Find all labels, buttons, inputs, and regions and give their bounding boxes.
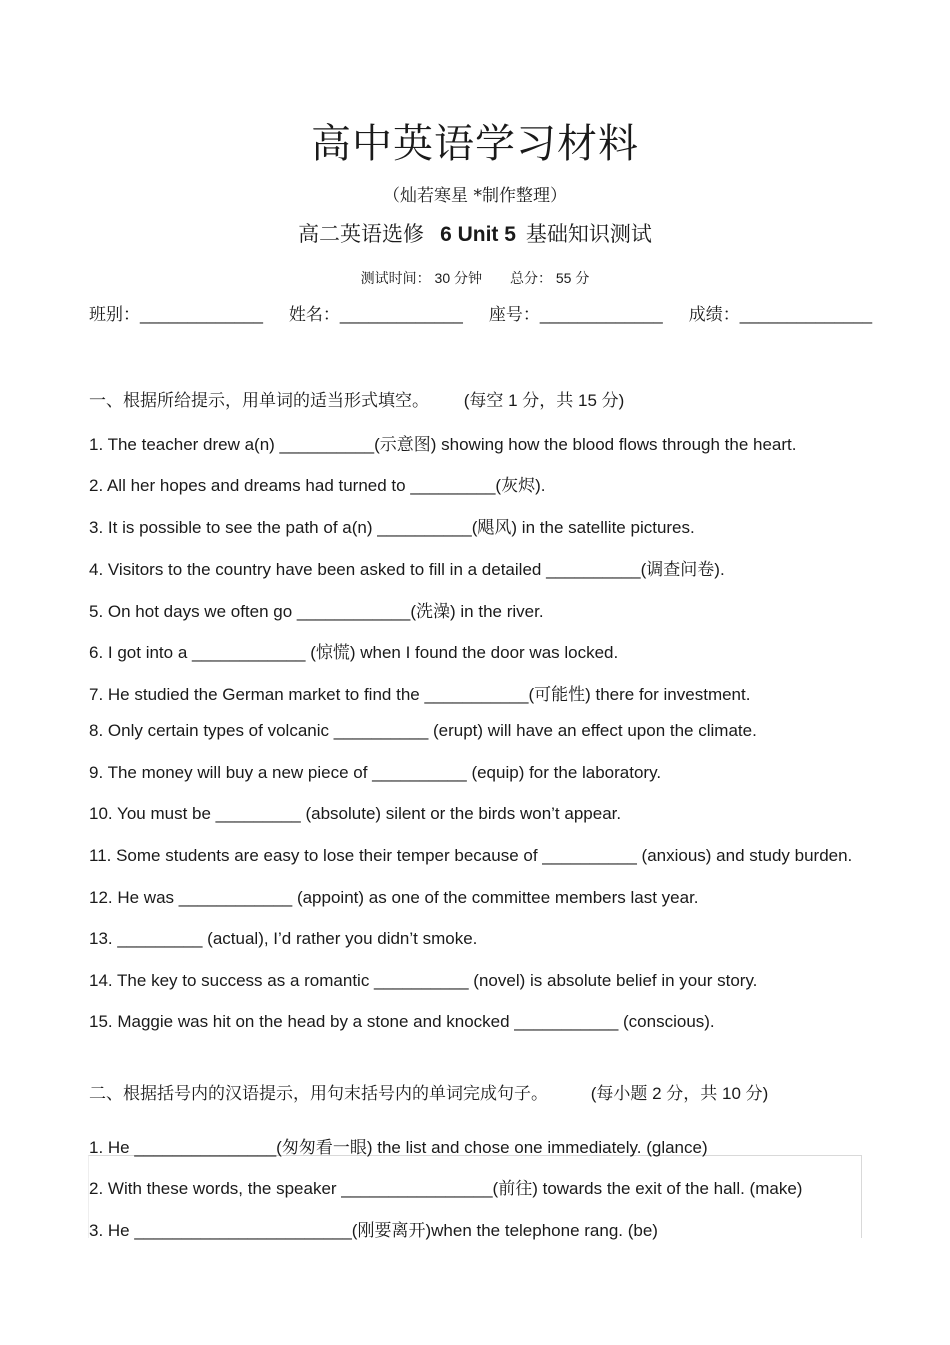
test-title — [0, 218, 950, 248]
question-13: 13. _________ (actual), I’d rather you didn’t smoke. — [89, 929, 478, 948]
page-title: 高中英语学习材料 — [311, 121, 639, 167]
test-title-unit: 6 Unit 5 — [440, 223, 516, 246]
question-3: 3. It is possible to see the path of a(n) __________(飓风) in the satellite pictures. — [89, 518, 695, 537]
sentence-2: 2. With these words, the speaker ________________(前往) towards the exit of the hall. (make) — [89, 1179, 803, 1198]
seat-field[interactable]: 座号：_____________ — [488, 305, 663, 324]
test-title-post: 基础知识测试 — [525, 222, 652, 246]
class-field[interactable]: 班别：_____________ — [89, 305, 263, 324]
question-5: 5. On hot days we often go ____________(洗澡) in the river. — [89, 602, 544, 621]
section1-points: (每空 1 分，共 15 分) — [463, 391, 625, 410]
question-11: 11. Some students are easy to lose their temper because of __________ (anxious) and study burden. — [89, 846, 853, 865]
question-4: 4. Visitors to the country have been asked to fill in a detailed __________(调查问卷). — [89, 560, 725, 579]
test-time: 测试时间： 30 分钟 — [360, 270, 482, 286]
question-6: 6. I got into a ____________ (惊慌) when I found the door was locked. — [89, 643, 619, 662]
question-14: 14. The key to success as a romantic __________ (novel) is absolute belief in your story. — [89, 971, 758, 990]
question-1: 1. The teacher drew a(n) __________(示意图) showing how the blood flows through the heart. — [89, 435, 797, 454]
sentence-1: 1. He _______________(匆匆看一眼) the list and chose one immediately. (glance) — [89, 1138, 708, 1157]
question-10: 10. You must be _________ (absolute) silent or the birds won’t appear. — [89, 804, 622, 823]
question-12: 12. He was ____________ (appoint) as one of the committee members last year. — [89, 888, 699, 907]
section2-points: (每小题 2 分，共 10 分) — [590, 1084, 769, 1103]
section1-heading-text: 一、根据所给提示，用单词的适当形式填空。 — [89, 391, 429, 410]
question-15: 15. Maggie was hit on the head by a stone and knocked ___________ (conscious). — [89, 1012, 715, 1031]
sentence-3: 3. He _______________________(刚要离开)when the telephone rang. (be) — [89, 1221, 658, 1240]
test-title-pre: 高二英语选修 — [298, 222, 425, 246]
name-field[interactable]: 姓名：_____________ — [288, 305, 463, 324]
test-score: 总分： 55 分 — [510, 270, 590, 286]
page-subtitle: （灿若寒星 *制作整理） — [383, 186, 567, 206]
section2-heading-text: 二、根据括号内的汉语提示，用句末括号内的单词完成句子。 — [89, 1084, 548, 1103]
grade-field[interactable]: 成绩：______________ — [688, 305, 873, 324]
question-7: 7. He studied the German market to find the ___________(可能性) there for investment. — [89, 685, 751, 704]
test-meta — [0, 268, 950, 288]
question-2: 2. All her hopes and dreams had turned to _________(灰烬). — [89, 476, 546, 495]
student-info — [89, 300, 898, 325]
section2-heading — [89, 1079, 768, 1104]
question-8: 8. Only certain types of volcanic __________ (erupt) will have an effect upon the climate. — [89, 721, 757, 740]
section1-heading — [89, 386, 624, 411]
question-9: 9. The money will buy a new piece of __________ (equip) for the laboratory. — [89, 763, 662, 782]
